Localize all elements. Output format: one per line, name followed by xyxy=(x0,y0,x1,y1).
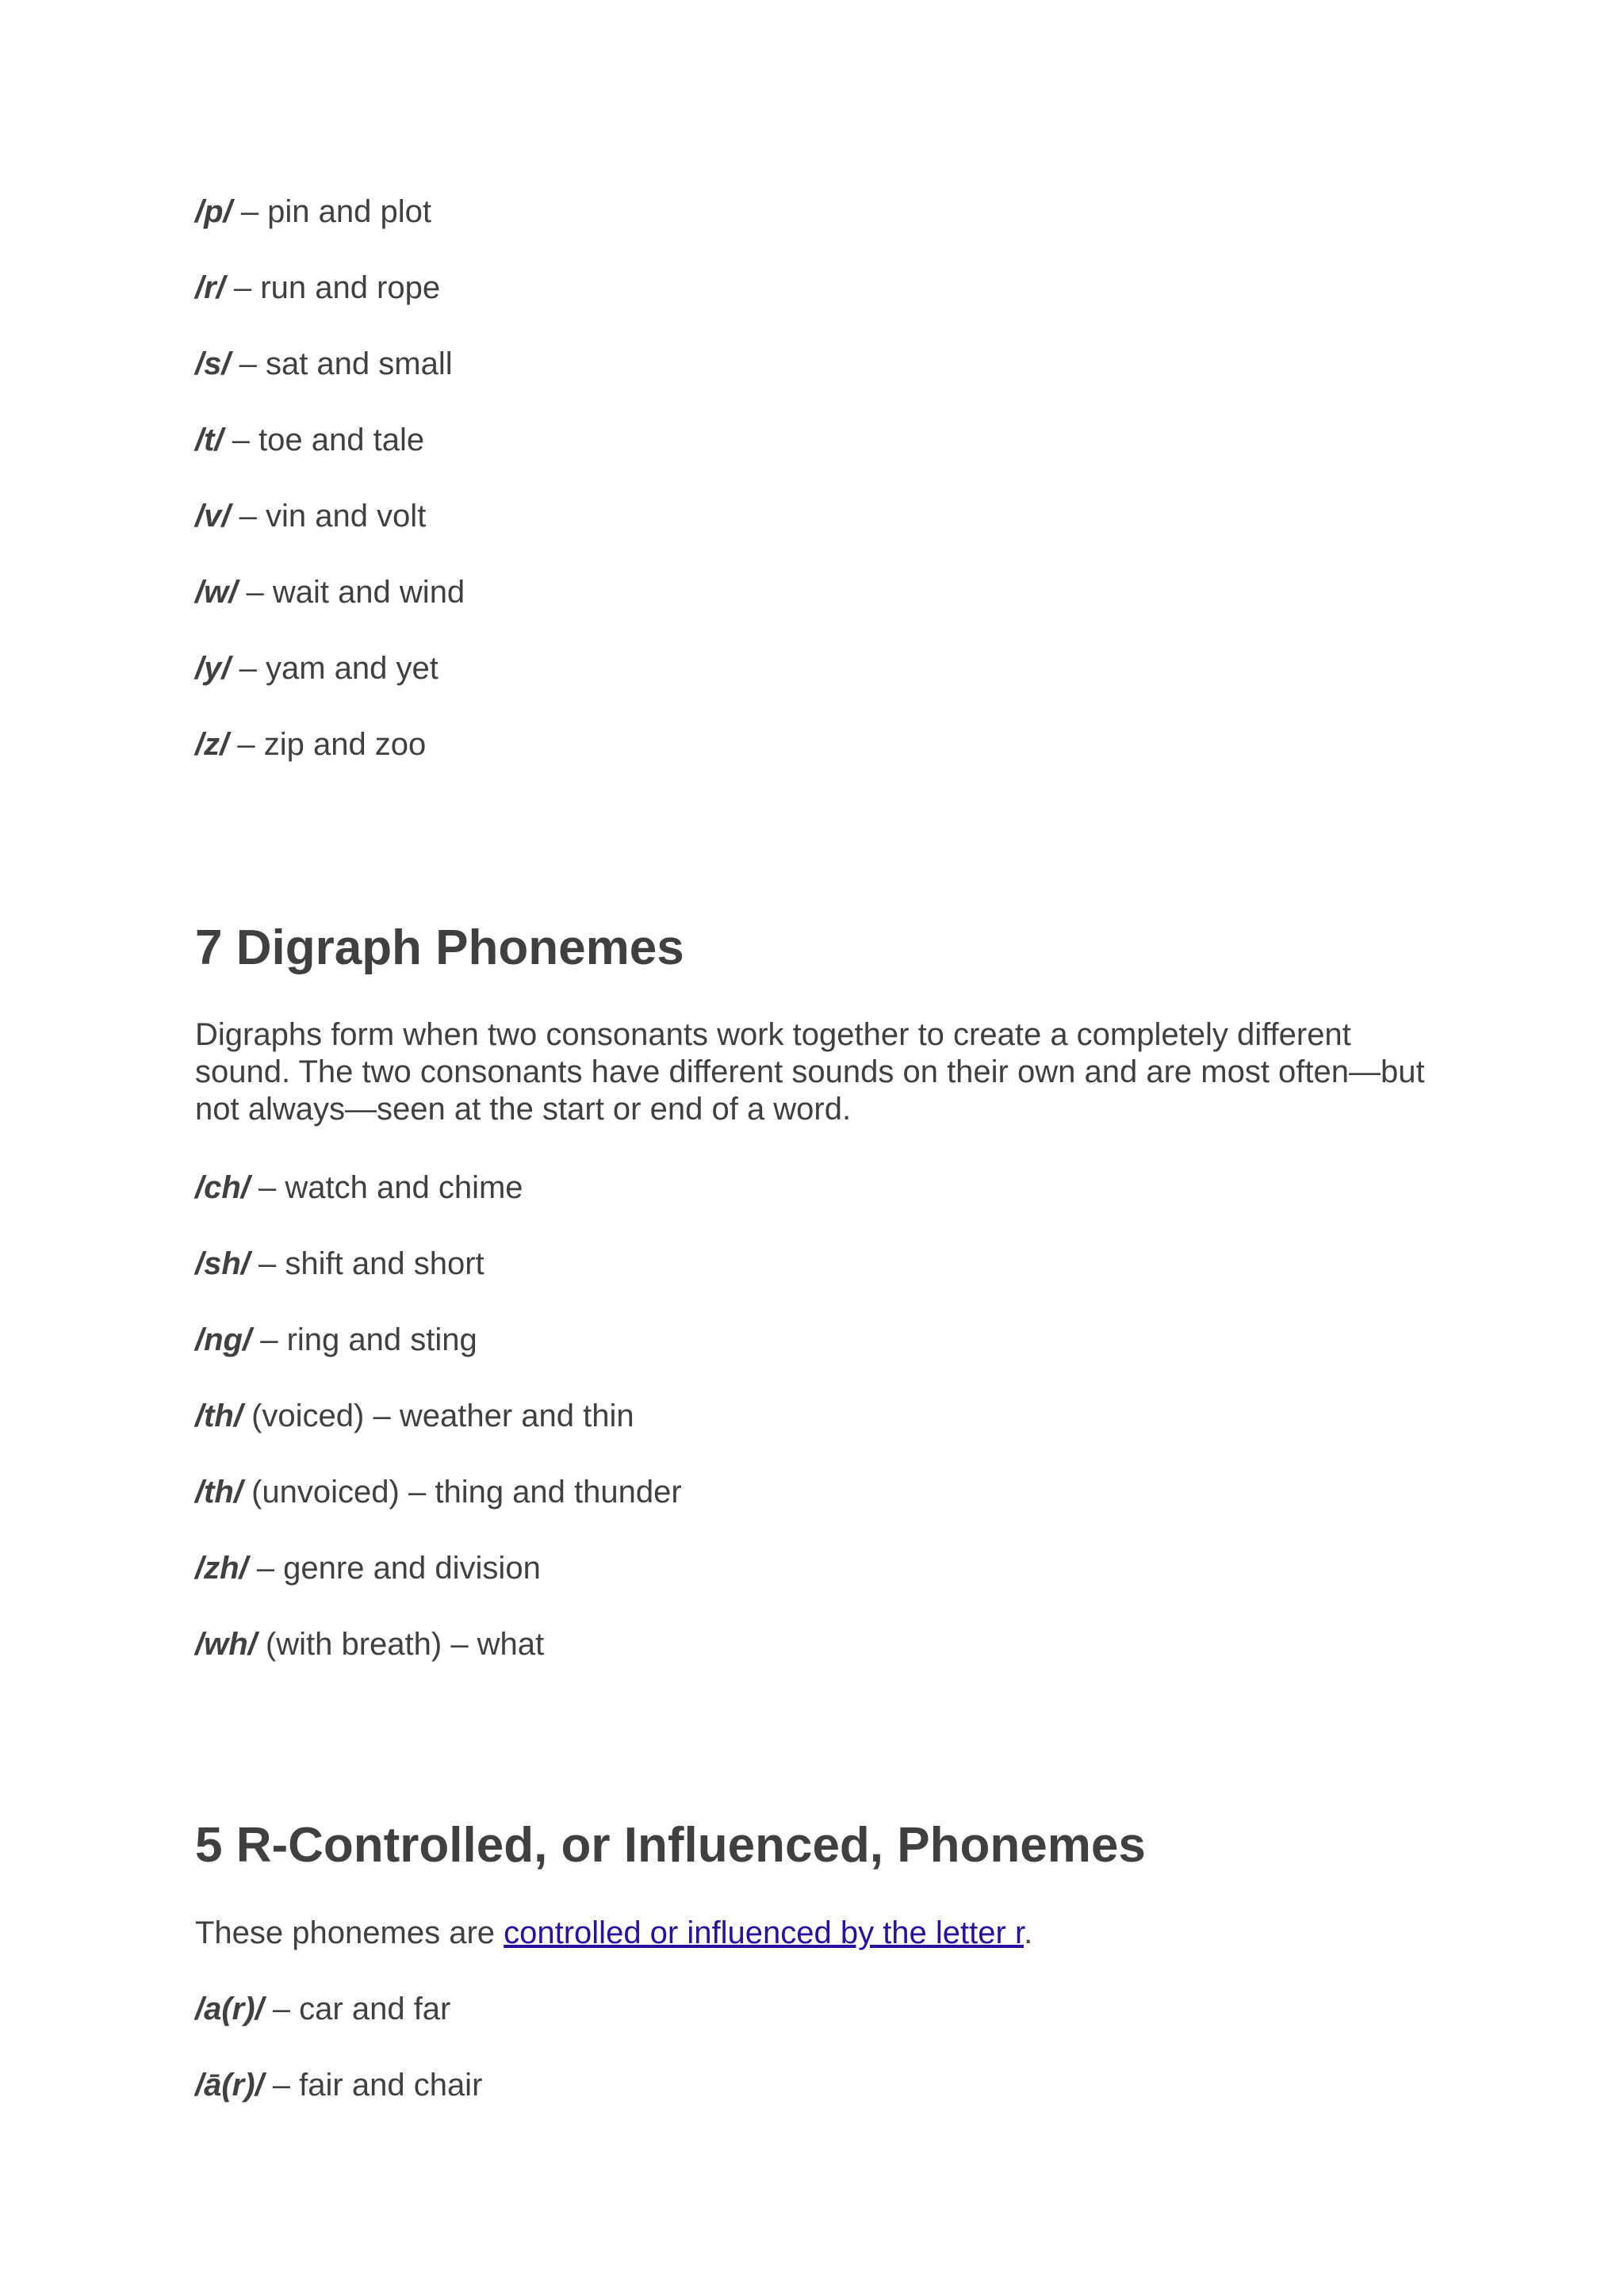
phoneme-item xyxy=(195,421,424,459)
phoneme-symbol: /p/ xyxy=(195,194,232,229)
section-heading-digraphs: 7 Digraph Phonemes xyxy=(195,920,684,975)
phoneme-item xyxy=(195,2066,482,2104)
phoneme-item xyxy=(195,649,439,687)
phoneme-examples: – watch and chime xyxy=(249,1170,523,1205)
phoneme-examples: (with breath) – what xyxy=(256,1627,545,1662)
phoneme-examples: – zip and zoo xyxy=(228,727,427,762)
phoneme-examples: – run and rope xyxy=(224,270,441,305)
phoneme-symbol: /t/ xyxy=(195,423,224,457)
phoneme-examples: – ring and sting xyxy=(251,1322,477,1357)
phoneme-examples: – pin and plot xyxy=(232,194,431,229)
phoneme-item xyxy=(195,1245,485,1283)
phoneme-symbol: /a(r)/ xyxy=(195,1992,264,2026)
phoneme-symbol: /s/ xyxy=(195,346,231,381)
phoneme-item xyxy=(195,725,426,763)
phoneme-symbol: /zh/ xyxy=(195,1551,248,1586)
phoneme-examples: – genre and division xyxy=(247,1551,541,1586)
phoneme-symbol: /ch/ xyxy=(195,1170,250,1205)
phoneme-examples: – shift and short xyxy=(249,1246,485,1281)
section-heading-r-controlled: 5 R-Controlled, or Influenced, Phonemes xyxy=(195,1818,1146,1873)
digraphs-intro: Digraphs form when two consonants work together to create a completely different sound. The two consonants have different sounds on their own and are most often—but not always—seen at the start or end of a word. xyxy=(195,1017,1425,1127)
phoneme-examples: – yam and yet xyxy=(230,651,439,686)
phoneme-symbol: /r/ xyxy=(195,270,225,305)
phoneme-item xyxy=(195,193,431,231)
phoneme-item xyxy=(195,1549,541,1587)
phoneme-symbol: /v/ xyxy=(195,499,231,534)
phoneme-examples: – wait and wind xyxy=(237,575,465,610)
phoneme-examples: – sat and small xyxy=(230,346,453,381)
phoneme-item xyxy=(195,1473,682,1511)
intro-text: These phonemes are xyxy=(195,1915,504,1950)
phoneme-examples: (unvoiced) – thing and thunder xyxy=(242,1475,682,1510)
phoneme-item xyxy=(195,1397,634,1435)
phoneme-symbol: /ā(r)/ xyxy=(195,2068,264,2103)
phoneme-item xyxy=(195,1625,544,1663)
phoneme-symbol: /w/ xyxy=(195,575,238,610)
letter-r-link[interactable]: controlled or influenced by the letter r xyxy=(504,1915,1025,1950)
phoneme-examples: – car and far xyxy=(263,1992,451,2026)
phoneme-symbol: /th/ xyxy=(195,1399,243,1433)
phoneme-examples: – vin and volt xyxy=(230,499,427,534)
intro-period: . xyxy=(1024,1915,1033,1950)
r-controlled-intro xyxy=(195,1914,1032,1952)
phoneme-item xyxy=(195,1169,523,1207)
phoneme-examples: – toe and tale xyxy=(223,423,425,457)
phoneme-item xyxy=(195,345,453,383)
phoneme-symbol: /z/ xyxy=(195,727,229,762)
phoneme-item xyxy=(195,1321,477,1359)
phoneme-examples: – fair and chair xyxy=(263,2068,483,2103)
phoneme-examples: (voiced) – weather and thin xyxy=(242,1399,634,1433)
phoneme-item xyxy=(195,269,440,307)
phoneme-symbol: /sh/ xyxy=(195,1246,250,1281)
phoneme-symbol: /ng/ xyxy=(195,1322,252,1357)
phoneme-item xyxy=(195,573,465,611)
phoneme-symbol: /wh/ xyxy=(195,1627,257,1662)
phoneme-symbol: /y/ xyxy=(195,651,231,686)
phoneme-item xyxy=(195,497,426,535)
phoneme-item xyxy=(195,1990,450,2028)
phoneme-symbol: /th/ xyxy=(195,1475,243,1510)
